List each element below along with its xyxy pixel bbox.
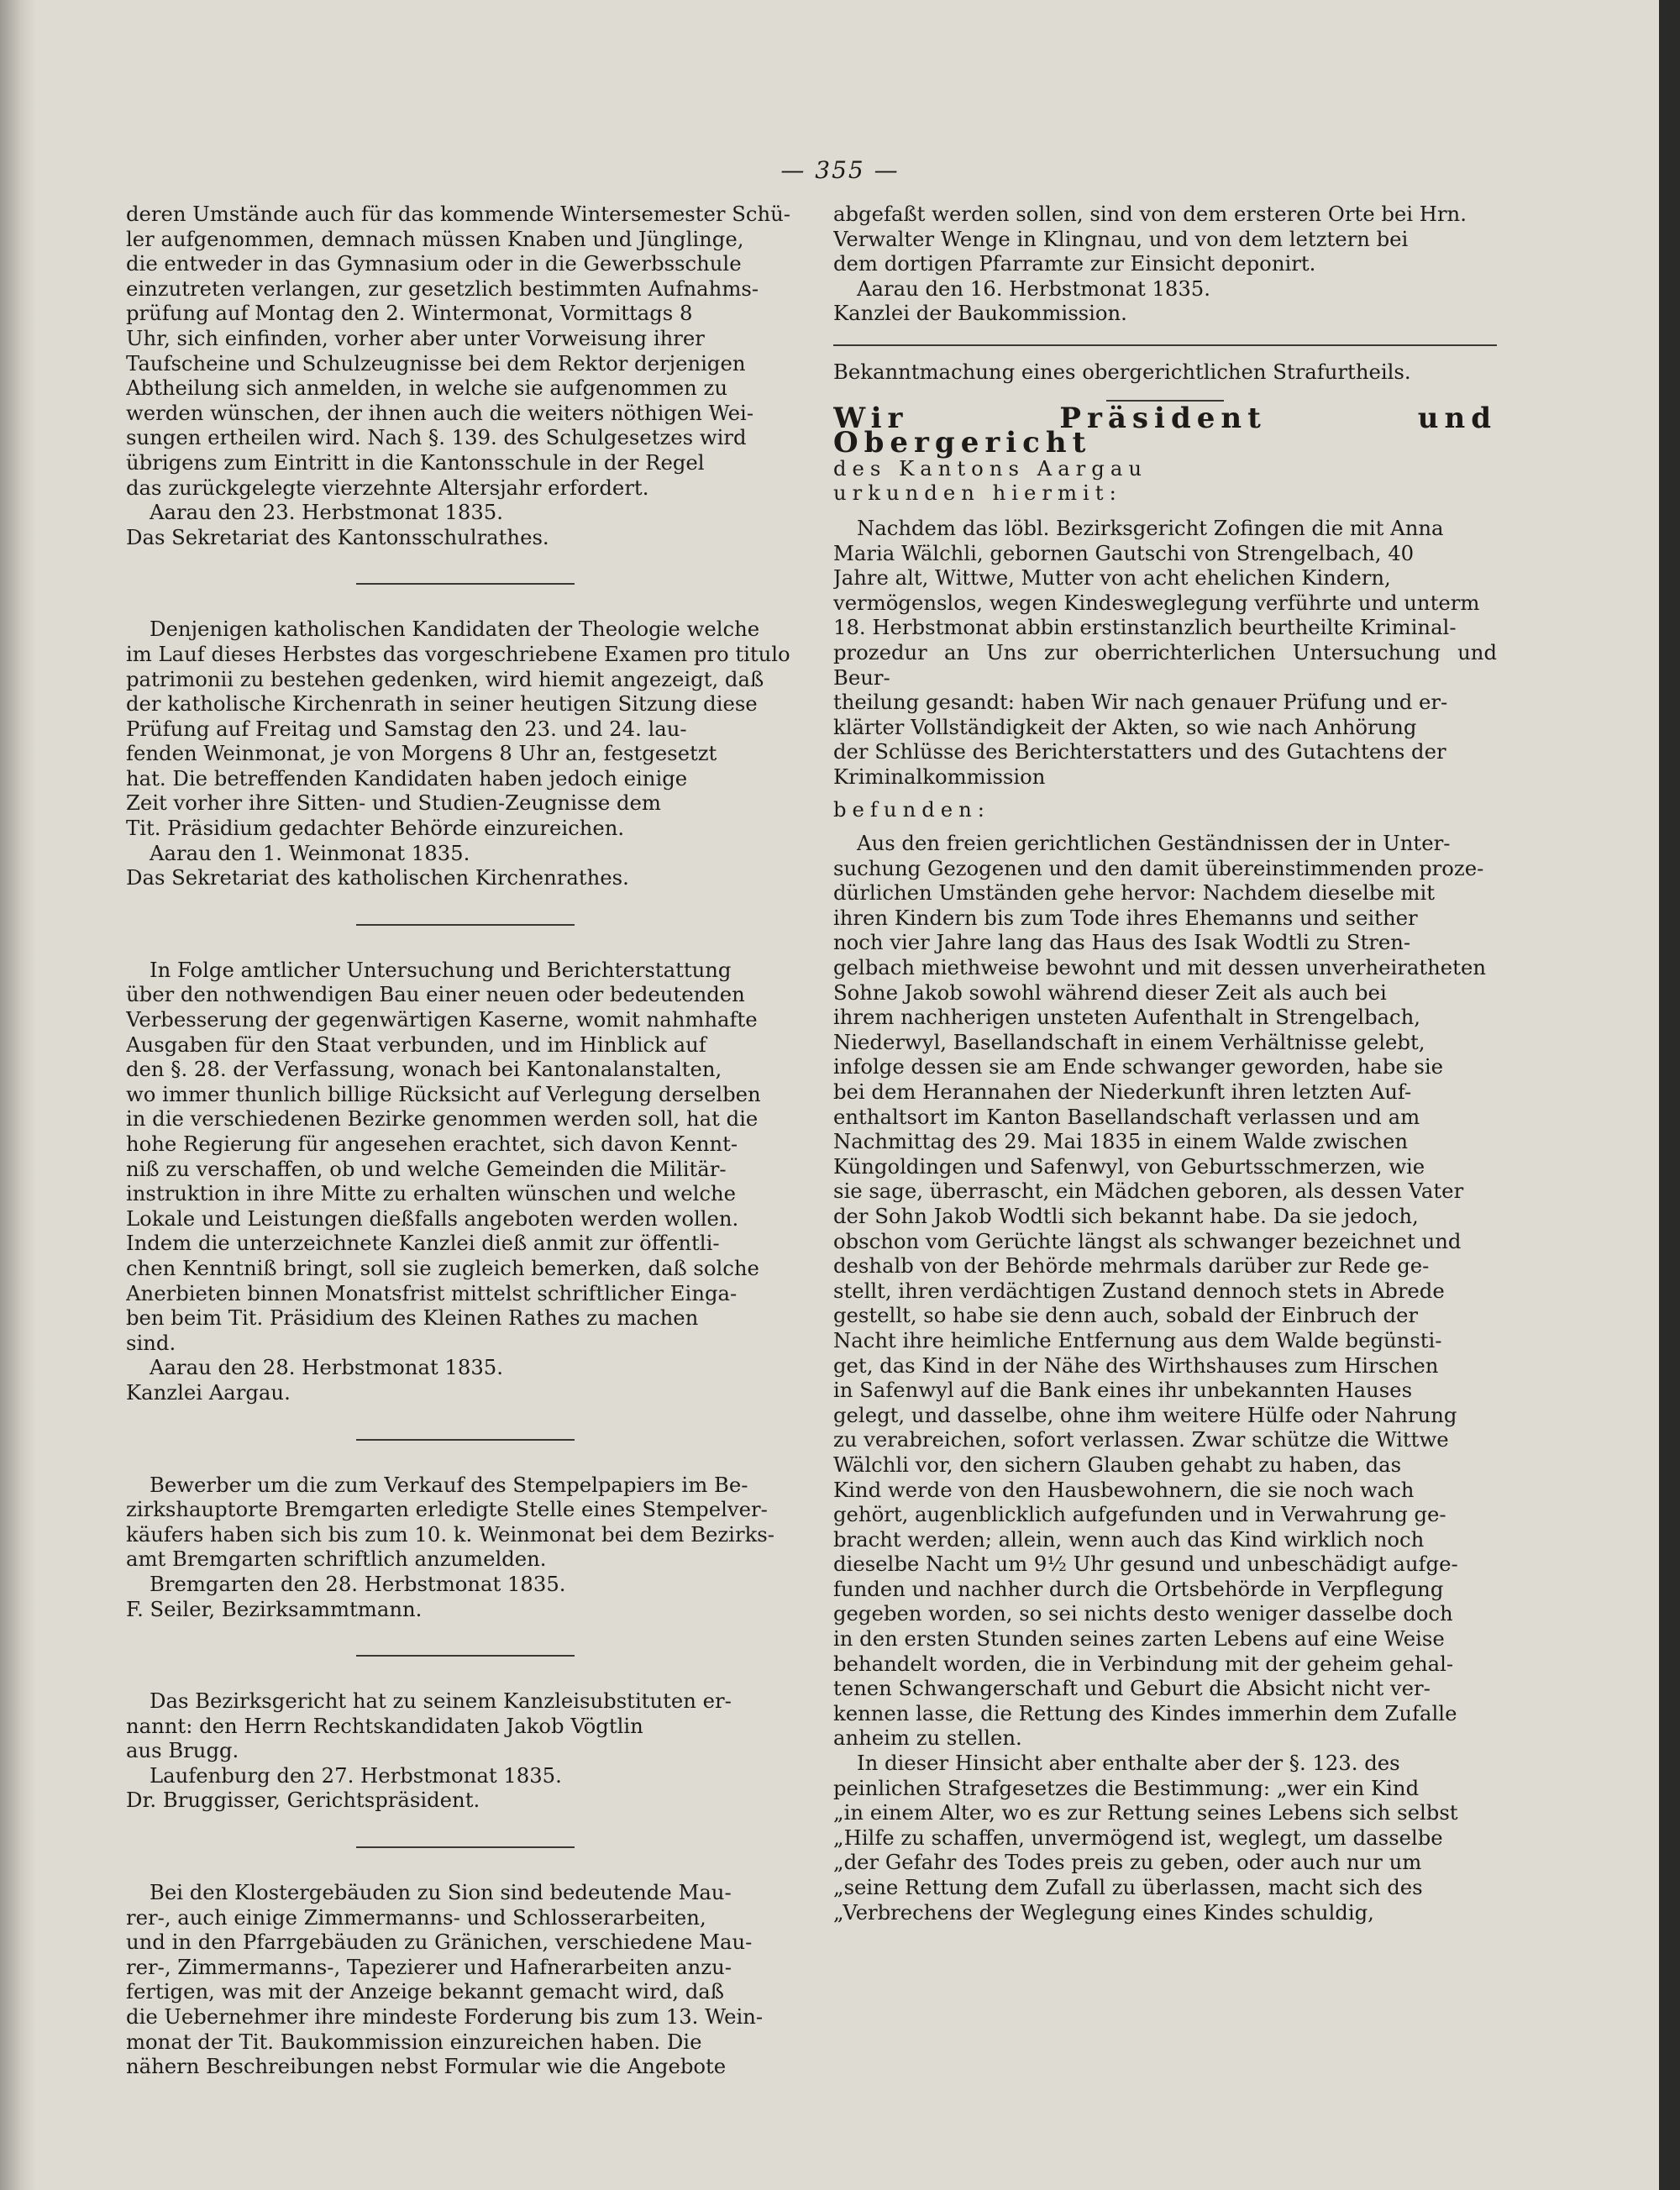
text-line: Sohne Jakob sowohl während dieser Zeit als auch bei	[833, 979, 1387, 1005]
text-line: bei dem Herannahen der Niederkunft ihren letzten Auf-	[833, 1079, 1412, 1104]
text-line: tenen Schwangerschaft und Geburt die Absicht nicht ver-	[833, 1676, 1431, 1701]
notice-stempelpapier	[126, 1473, 805, 1622]
text-line: obschon vom Gerüchte längst als schwanger bezeichnet und	[833, 1228, 1462, 1253]
text-line: Kriminalkommission	[833, 764, 1046, 789]
notice-date: Aarau den 16. Herbstmonat 1835.	[857, 276, 1210, 301]
text-line: Tit. Präsidium gedachter Behörde einzureichen.	[126, 816, 625, 841]
text-line: niß zu verschaffen, ob und welche Gemeinden die Militär-	[126, 1156, 727, 1181]
text-line: Nacht ihre heimliche Entfernung aus dem Walde begünsti-	[833, 1327, 1442, 1352]
text-line: dürlichen Umständen gehe hervor: Nachdem dieselbe mit	[833, 880, 1435, 906]
text-line: „Hilfe zu schaffen, unvermögend ist, weglegt, um dasselbe	[833, 1825, 1443, 1850]
text-line: Taufscheine und Schulzeugnisse bei dem Rektor derjenigen	[126, 350, 746, 376]
text-line: suchung Gezogenen und den damit übereinstimmenden proze-	[833, 855, 1484, 880]
text-line: Niederwyl, Basellandschaft in einem Verhältnisse gelebt,	[833, 1029, 1425, 1054]
text-line: sie sage, überrascht, ein Mädchen geboren, als dessen Vater	[833, 1179, 1464, 1204]
text-line: vermögenslos, wegen Kindesweglegung verführte und unterm	[833, 590, 1480, 615]
text-line: Verwalter Wenge in Klingnau, und von dem letztern bei	[833, 226, 1409, 251]
text-line: fenden Weinmonat, je von Morgens 8 Uhr an, festgesetzt	[126, 741, 717, 766]
text-line: kennen lasse, die Rettung des Kindes immerhin dem Zufalle	[833, 1700, 1457, 1725]
text-line: in die verschiedenen Bezirke genommen werden soll, hat die	[126, 1106, 759, 1132]
text-line: das zurückgelegte vierzehnte Altersjahr erfordert.	[126, 475, 649, 500]
text-line: gehört, augenblicklich aufgefunden und in Verwahrung ge-	[833, 1502, 1446, 1527]
notice-strafurtheil	[833, 360, 1497, 1925]
notice-signature: Das Sekretariat des katholischen Kirchenrathes.	[126, 865, 629, 890]
text-line: dem dortigen Pfarramte zur Einsicht deponirt.	[833, 251, 1316, 276]
text-line: prozedur an Uns zur oberrichterlichen Untersuchung und Beur-	[833, 639, 1497, 690]
text-line: funden und nachher durch die Ortsbehörde in Verpflegung	[833, 1576, 1444, 1601]
notice-date: Aarau den 28. Herbstmonat 1835.	[150, 1355, 503, 1380]
text-line: bracht werden; allein, wenn auch das Kind wirklich noch	[833, 1526, 1425, 1552]
text-line: sind.	[126, 1330, 176, 1355]
text-line: Nachdem das löbl. Bezirksgericht Zofingen die mit Anna	[857, 515, 1444, 540]
text-line: Prüfung auf Freitag und Samstag den 23. und 24. lau-	[126, 716, 687, 741]
text-line: behandelt worden, die in Verbindung mit der geheim gehal-	[833, 1651, 1454, 1676]
text-line: in den ersten Stunden seines zarten Lebens auf eine Weise	[833, 1626, 1445, 1652]
separator-rule	[833, 344, 1497, 346]
text-line: gelegt, und dasselbe, ohne ihm weitere Hülfe oder Nahrung	[833, 1402, 1457, 1427]
separator-rule	[356, 1655, 575, 1657]
found-heading: befunden:	[833, 797, 990, 822]
text-line: rer-, auch einige Zimmermanns- und Schlosserarbeiten,	[126, 1904, 706, 1930]
binding-gutter	[0, 0, 37, 2190]
section-title: Bekanntmachung eines obergerichtlichen Strafurtheils.	[833, 359, 1411, 384]
text-line: gelbach miethweise bewohnt und mit dessen unverheiratheten	[833, 955, 1486, 980]
notice-signature: Kanzlei der Baukommission.	[833, 301, 1127, 326]
text-line: chen Kenntniß bringt, soll sie zugleich bemerken, daß solche	[126, 1255, 759, 1280]
notice-signature: Das Sekretariat des Kantonsschulrathes.	[126, 524, 549, 549]
text-line: käufers haben sich bis zum 10. k. Weinmonat bei dem Bezirks-	[126, 1521, 774, 1547]
text-line: deshalb von der Behörde mehrmals darüber zur Rede ge-	[833, 1253, 1430, 1279]
text-line: „seine Rettung dem Zufall zu überlassen, macht sich des	[833, 1875, 1423, 1899]
text-line: Indem die unterzeichnete Kanzlei dieß anmit zur öffentli-	[126, 1231, 720, 1256]
text-line: patrimonii zu bestehen gedenken, wird hiemit angezeigt, daß	[126, 666, 764, 691]
notice-baukommission	[833, 202, 1497, 326]
notice-date: Bremgarten den 28. Herbstmonat 1835.	[150, 1571, 566, 1596]
separator-rule	[356, 583, 575, 585]
text-line: Bewerber um die zum Verkauf des Stempelpapiers im Be-	[150, 1472, 748, 1497]
text-line: prüfung auf Montag den 2. Wintermonat, Vormittags 8	[126, 301, 693, 326]
text-line: in Safenwyl auf die Bank eines ihr unbekannten Hauses	[833, 1378, 1413, 1403]
text-line: ler aufgenommen, demnach müssen Knaben und Jünglinge,	[126, 226, 744, 251]
text-line: hat. Die betreffenden Kandidaten haben jedoch einige	[126, 765, 688, 790]
text-line: noch vier Jahre lang das Haus des Isak Wodtli zu Stren-	[833, 930, 1411, 955]
text-line: klärter Vollständigkeit der Akten, so wie nach Anhörung	[833, 714, 1417, 739]
text-line: der Sohn Jakob Wodtli sich bekannt habe. Da sie jedoch,	[833, 1203, 1419, 1228]
text-line: wo immer thunlich billige Rücksicht auf Verlegung derselben	[126, 1081, 761, 1106]
text-line: abgefaßt werden sollen, sind von dem ersteren Orte bei Hrn.	[833, 202, 1467, 226]
text-line: deren Umstände auch für das kommende Wintersemester Schü-	[126, 202, 790, 226]
text-line: get, das Kind in der Nähe des Wirthshauses zum Hirschen	[833, 1352, 1439, 1378]
text-line: einzutreten verlangen, zur gesetzlich bestimmten Aufnahms-	[126, 276, 759, 301]
notice-signature: F. Seiler, Bezirksammtmann.	[126, 1596, 423, 1621]
text-line: und in den Pfarrgebäuden zu Gränichen, verschiedene Mau-	[126, 1930, 753, 1955]
text-line: sungen ertheilen wird. Nach §. 139. des Schulgesetzes wird	[126, 425, 747, 450]
text-line: übrigens zum Eintritt in die Kantonsschule in der Regel	[126, 449, 705, 475]
text-line: der katholische Kirchenrath in seiner heutigen Sitzung diese	[126, 691, 758, 717]
text-line: werden wünschen, der ihnen auch die weiters nöthigen Wei-	[126, 400, 754, 425]
left-column	[126, 202, 805, 2167]
text-line: rer-, Zimmermanns-, Tapezierer und Hafnerarbeiten anzu-	[126, 1954, 732, 1979]
text-line: nähern Beschreibungen nebst Formular wie die Angebote	[126, 2054, 727, 2079]
notice-klostergebaeude	[126, 1880, 805, 2079]
text-line: Zeit vorher ihre Sitten- und Studien-Zeugnisse dem	[126, 790, 661, 816]
text-line: die Uebernehmer ihre mindeste Forderung bis zum 13. Wein-	[126, 2004, 764, 2030]
text-line: aus Brugg.	[126, 1738, 239, 1763]
text-line: „Verbrechens der Weglegung eines Kindes schuldig,	[833, 1899, 1374, 1925]
text-line: Jahre alt, Wittwe, Mutter von acht ehelichen Kindern,	[833, 565, 1391, 591]
text-line: „der Gefahr des Todes preis zu geben, oder auch nur um	[833, 1850, 1422, 1875]
text-line: ben beim Tit. Präsidium des Kleinen Rathes zu machen	[126, 1305, 699, 1331]
text-line: anheim zu stellen.	[833, 1725, 1022, 1751]
text-line: enthaltsort im Kanton Basellandschaft verlassen und am	[833, 1104, 1420, 1129]
notice-kantonsschule	[126, 202, 805, 549]
text-line: Lokale und Leistungen dießfalls angeboten werden wollen.	[126, 1205, 739, 1231]
text-line: 18. Herbstmonat abbin erstinstanzlich beurtheilte Kriminal-	[833, 615, 1457, 640]
text-line: monat der Tit. Baukommission einzureichen haben. Die	[126, 2029, 702, 2054]
text-line: über den nothwendigen Bau einer neuen oder bedeutenden	[126, 982, 745, 1007]
text-line: Ausgaben für den Staat verbunden, und im Hinblick auf	[126, 1032, 706, 1057]
text-line: gestellt, so habe sie denn auch, sobald der Einbruch der	[833, 1303, 1418, 1328]
text-line: der Schlüsse des Berichterstatters und des Gutachtens der	[833, 739, 1446, 764]
text-line: Aus den freien gerichtlichen Geständnissen der in Unter-	[857, 831, 1451, 856]
text-line: zu verabreichen, sofort verlassen. Zwar schütze die Wittwe	[833, 1427, 1449, 1452]
notice-date: Aarau den 1. Weinmonat 1835.	[150, 840, 470, 865]
text-line: In Folge amtlicher Untersuchung und Berichterstattung	[150, 957, 732, 982]
notice-kirchenrath	[126, 617, 805, 890]
text-line: Anerbieten binnen Monatsfrist mittelst schriftlicher Eingа-	[126, 1280, 738, 1305]
text-line: Abtheilung sich anmelden, in welche sie aufgenommen zu	[126, 376, 727, 401]
text-line: amt Bremgarten schriftlich anzumelden.	[126, 1547, 547, 1572]
text-line: zirkshauptorte Bremgarten erledigte Stelle eines Stempelver-	[126, 1497, 768, 1522]
notice-date: Laufenburg den 27. Herbstmonat 1835.	[150, 1762, 562, 1788]
text-line: Verbesserung der gegenwärtigen Kaserne, womit nahmhafte	[126, 1007, 758, 1032]
notice-kaserne	[126, 958, 805, 1405]
text-line: peinlichen Strafgesetzes die Bestimmung: „wer ein Kind	[833, 1775, 1420, 1800]
text-line: instruktion in ihre Mitte zu erhalten wünschen und welche	[126, 1181, 737, 1206]
text-line: hohe Regierung für angesehen erachtet, sich davon Kennt-	[126, 1132, 738, 1156]
notice-signature: Kanzlei Aargau.	[126, 1379, 291, 1405]
text-line: nannt: den Herrn Rechtskandidaten Jakob Vögtlin	[126, 1713, 643, 1738]
text-line: Das Bezirksgericht hat zu seinem Kanzleisubstituten er-	[150, 1688, 732, 1714]
notice-date: Aarau den 23. Herbstmonat 1835.	[150, 500, 503, 525]
text-line: gegeben worden, so sei nichts desto weniger dasselbe doch	[833, 1601, 1453, 1626]
right-column	[833, 202, 1497, 2167]
text-line: Küngoldingen und Safenwyl, von Geburtsschmerzen, wie	[833, 1153, 1425, 1179]
text-line: ihren Kindern bis zum Tode ihres Ehemanns und seither	[833, 905, 1418, 930]
text-line: Bei den Klostergebäuden zu Sion sind bedeutende Mau-	[150, 1880, 732, 1905]
verdict-subheading: des Kantons Aargau	[833, 455, 1147, 481]
verdict-subheading: urkunden hiermit:	[833, 481, 1122, 506]
text-line: die entweder in das Gymnasium oder in die Gewerbsschule	[126, 251, 742, 276]
text-line: infolge dessen sie am Ende schwanger geworden, habe sie	[833, 1054, 1444, 1079]
text-line: Kind werde von den Hausbewohnern, die sie noch wach	[833, 1477, 1415, 1502]
text-line: ihrem nachherigen unsteten Aufenthalt in Strengelbach,	[833, 1005, 1420, 1030]
text-line: Uhr, sich einfinden, vorher aber unter Vorweisung ihrer	[126, 325, 705, 350]
notice-bezirksgericht	[126, 1688, 805, 1813]
text-line: den §. 28. der Verfassung, wonach bei Kantonalanstalten,	[126, 1057, 722, 1082]
notice-signature: Dr. Bruggisser, Gerichtspräsident.	[126, 1788, 480, 1813]
text-line: dieselbe Nacht um 9½ Uhr gesund und unbeschädigt aufge-	[833, 1552, 1458, 1577]
text-line: Wälchli vor, den sichern Glauben gehabt zu haben, das	[833, 1452, 1402, 1477]
text-line: In dieser Hinsicht aber enthalte aber der §. 123. des	[857, 1751, 1400, 1776]
separator-rule	[356, 924, 575, 926]
page-number: — 355 —	[780, 156, 900, 184]
text-line: im Lauf dieses Herbstes das vorgeschriebene Examen pro titulo	[126, 641, 790, 666]
text-line: Maria Wälchli, gebornen Gautschi von Strengelbach, 40	[833, 540, 1415, 565]
separator-rule	[356, 1846, 575, 1848]
separator-rule	[356, 1439, 575, 1441]
text-line: theilung gesandt: haben Wir nach genauer Prüfung und er-	[833, 690, 1448, 715]
text-line: fertigen, was mit der Anzeige bekannt gemacht wird, daß	[126, 1979, 724, 2004]
text-line: Nachmittag des 29. Mai 1835 in einem Walde zwischen	[833, 1129, 1408, 1154]
text-line: stellt, ihren verdächtigen Zustand dennoch stets in Abrede	[833, 1278, 1445, 1303]
verdict-heading: Wir Präsident und Obergericht	[833, 401, 1497, 460]
text-line: Denjenigen katholischen Kandidaten der Theologie welche	[150, 617, 760, 642]
text-line: „in einem Alter, wo es zur Rettung seines Lebens sich selbst	[833, 1800, 1458, 1825]
